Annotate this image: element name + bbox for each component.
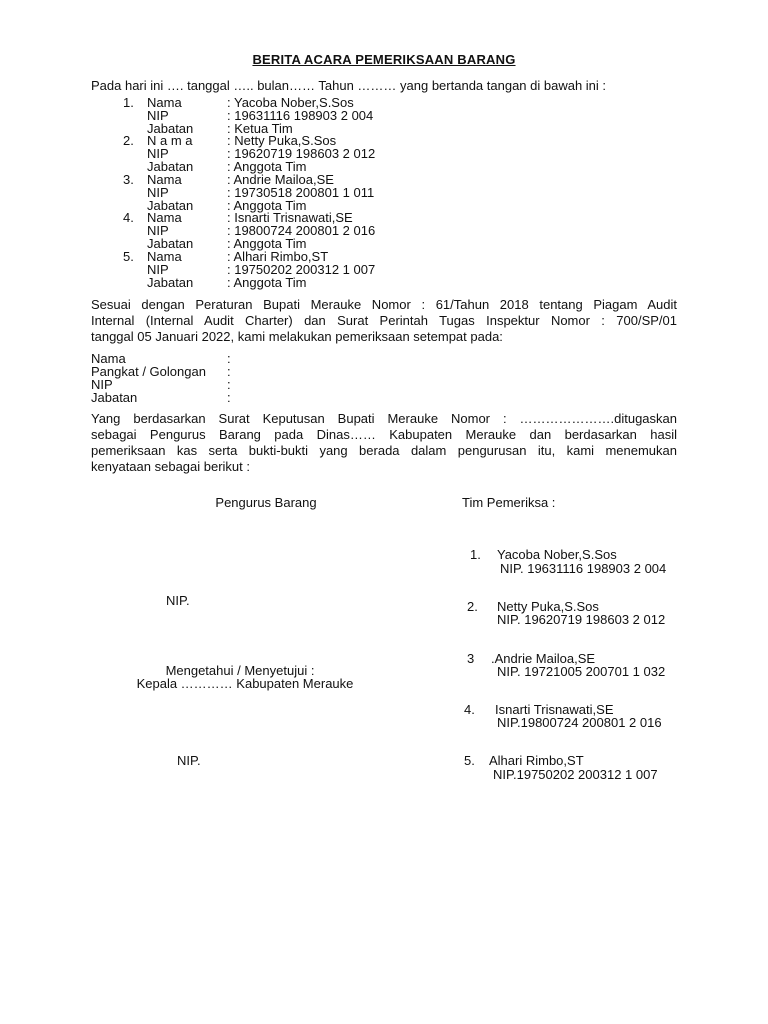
pengurus-barang-heading: Pengurus Barang	[215, 495, 317, 510]
member-number: 2.	[123, 133, 134, 148]
field-label: Jabatan	[91, 390, 138, 405]
member-nip-value: : 19631116 198903 2 004	[227, 108, 374, 123]
member-nip-value: : 19800724 200801 2 016	[227, 223, 376, 238]
signer-name: .Andrie Mailoa,SE	[491, 651, 596, 666]
field-colon: :	[227, 377, 231, 392]
signer-number: 2.	[467, 599, 478, 614]
kepala-nip: NIP.	[177, 753, 201, 768]
field-colon: :	[227, 351, 231, 366]
field-colon: :	[227, 364, 231, 379]
paragraph-line: sebagai Pengurus Barang pada Dinas…… Kabupaten Merauke dan berdasarkan hasil	[91, 427, 677, 442]
member-nip-value: : 19620719 198603 2 012	[227, 146, 376, 161]
paragraph-line: pemeriksaan kas serta bukti-bukti yang berada dalam pengurusan itu, kami menemukan	[91, 443, 677, 458]
signer-nip: NIP.19750202 200312 1 007	[493, 767, 658, 782]
field-colon: :	[227, 390, 231, 405]
paragraph-line: kenyataan sebagai berikut :	[91, 459, 250, 474]
member-number: 4.	[123, 210, 134, 225]
paragraph-line: Internal (Internal Audit Charter) dan Surat Perintah Tugas Inspektur Nomor : 700/SP/01	[91, 313, 677, 328]
signer-nip: NIP.19800724 200801 2 016	[497, 715, 662, 730]
signer-name: Yacoba Nober,S.Sos	[497, 547, 617, 562]
pengurus-nip: NIP.	[166, 593, 190, 608]
member-nip-label: NIP	[147, 223, 169, 238]
member-number: 5.	[123, 249, 134, 264]
member-jabatan-value: : Anggota Tim	[227, 198, 307, 213]
member-jabatan-value: : Anggota Tim	[227, 275, 307, 290]
signer-number: 5.	[464, 753, 475, 768]
member-nip-value: : 19750202 200312 1 007	[227, 262, 376, 277]
signer-nip: NIP. 19620719 198603 2 012	[497, 612, 666, 627]
paragraph-line: tanggal 05 Januari 2022, kami melakukan pemeriksaan setempat pada:	[91, 329, 503, 344]
signer-nip: NIP. 19631116 198903 2 004	[500, 561, 667, 576]
paragraph-line: Yang berdasarkan Surat Keputusan Bupati Merauke Nomor : ………………….ditugaskan	[91, 411, 677, 426]
document-title: BERITA ACARA PEMERIKSAAN BARANG	[252, 52, 516, 67]
member-jabatan-label: Jabatan	[147, 236, 194, 251]
signer-name: Netty Puka,S.Sos	[497, 599, 599, 614]
member-name-label: N a m a	[147, 133, 193, 148]
signer-name: Isnarti Trisnawati,SE	[495, 702, 614, 717]
member-name-label: Nama	[147, 172, 182, 187]
field-label: Nama	[91, 351, 126, 366]
member-nip-label: NIP	[147, 146, 169, 161]
member-jabatan-value: : Anggota Tim	[227, 236, 307, 251]
signer-number: 4.	[464, 702, 475, 717]
member-jabatan-value: : Anggota Tim	[227, 159, 307, 174]
signer-name: Alhari Rimbo,ST	[489, 753, 584, 768]
member-jabatan-label: Jabatan	[147, 198, 194, 213]
member-name-value: : Andrie Mailoa,SE	[227, 172, 334, 187]
member-name-value: : Alhari Rimbo,ST	[227, 249, 329, 264]
member-name-label: Nama	[147, 95, 182, 110]
member-nip-label: NIP	[147, 262, 169, 277]
member-jabatan-value: : Ketua Tim	[227, 121, 293, 136]
tim-pemeriksa-heading: Tim Pemeriksa :	[462, 495, 556, 510]
intro-text: Pada hari ini …. tanggal ….. bulan…… Tahun ……… yang bertanda tangan di bawah ini :	[91, 78, 607, 93]
field-label: Pangkat / Golongan	[91, 364, 206, 379]
member-name-label: Nama	[147, 249, 182, 264]
member-number: 3.	[123, 172, 134, 187]
member-name-value: : Isnarti Trisnawati,SE	[227, 210, 353, 225]
member-nip-label: NIP	[147, 185, 169, 200]
member-jabatan-label: Jabatan	[147, 159, 194, 174]
member-nip-value: : 19730518 200801 1 011	[227, 185, 375, 200]
signer-number: 1.	[470, 547, 481, 562]
field-label: NIP	[91, 377, 113, 392]
kepala-label: Kepala ………… Kabupaten Merauke	[136, 676, 354, 691]
member-nip-label: NIP	[147, 108, 169, 123]
member-jabatan-label: Jabatan	[147, 121, 194, 136]
paragraph-regulation	[91, 297, 677, 345]
signer-number: 3	[467, 651, 475, 666]
member-name-label: Nama	[147, 210, 182, 225]
member-name-value: : Netty Puka,S.Sos	[227, 133, 337, 148]
signer-nip: NIP. 19721005 200701 1 032	[497, 664, 666, 679]
paragraph-decision	[91, 411, 677, 475]
member-number: 1.	[123, 95, 134, 110]
mengetahui-label: Mengetahui / Menyetujui :	[165, 663, 315, 678]
member-name-value: : Yacoba Nober,S.Sos	[227, 95, 354, 110]
paragraph-line: Sesuai dengan Peraturan Bupati Merauke Nomor : 61/Tahun 2018 tentang Piagam Audit	[91, 297, 677, 312]
member-jabatan-label: Jabatan	[147, 275, 194, 290]
